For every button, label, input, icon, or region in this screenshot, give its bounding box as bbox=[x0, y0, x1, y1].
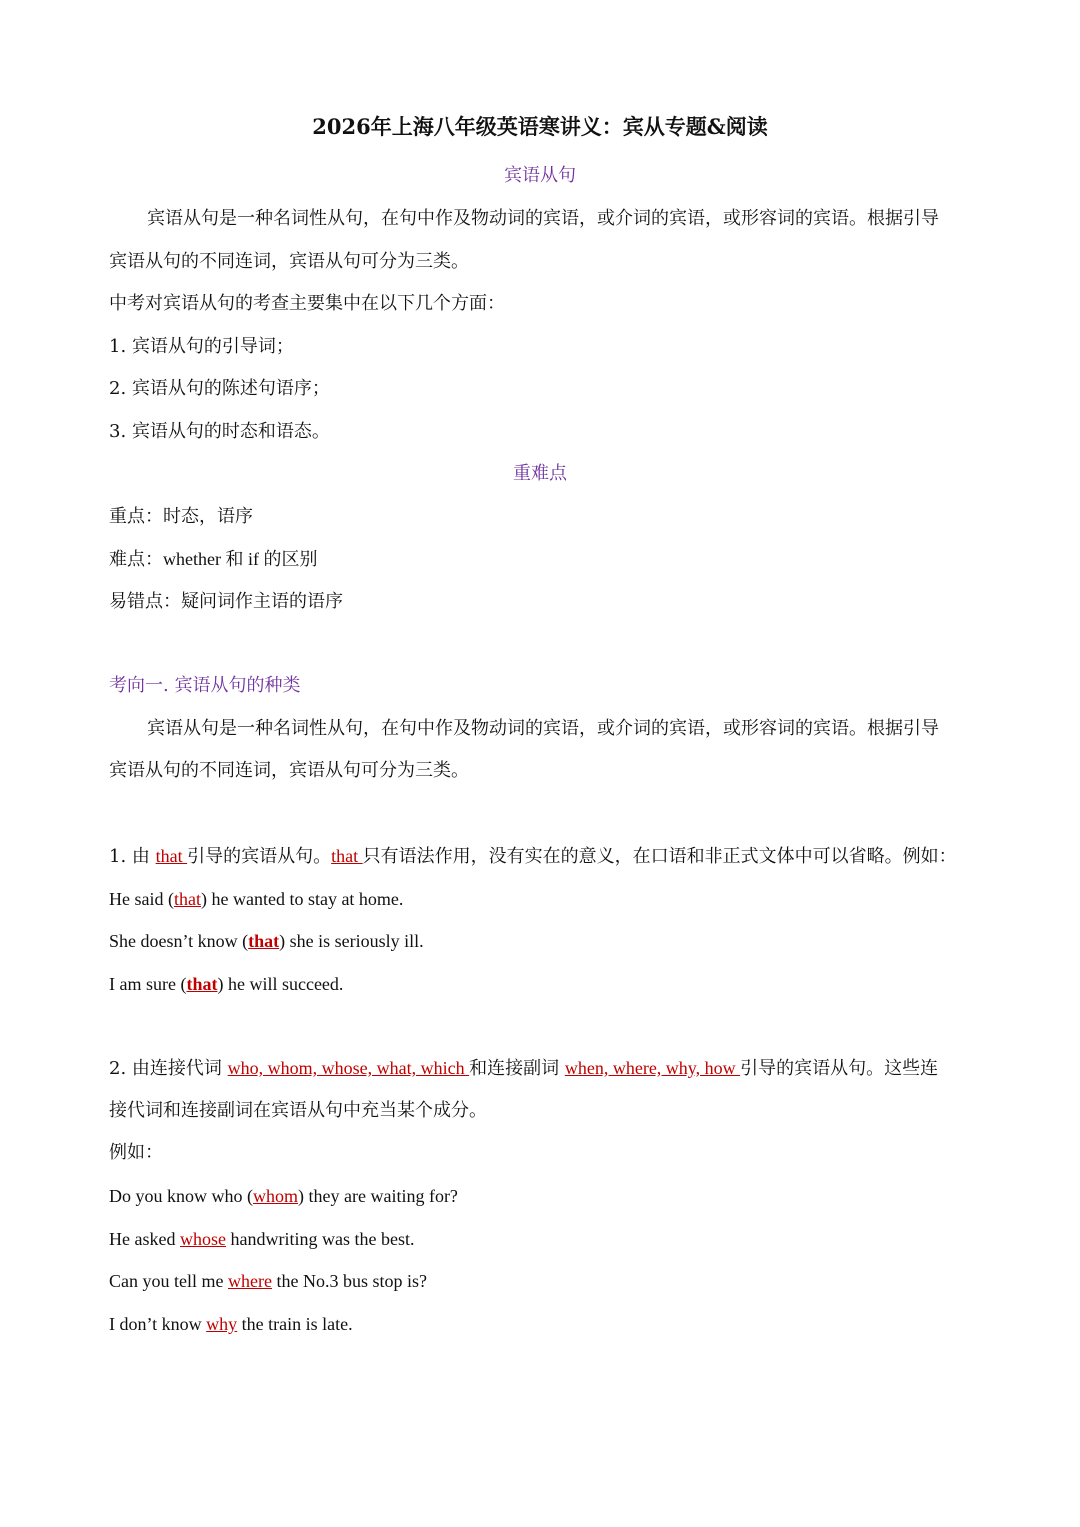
type2-mid: 和连接副词 bbox=[469, 1058, 565, 1079]
intro-line-1: 宾语从句是一种名词性从句，在句中作及物动词的宾语，或介词的宾语，或形容词的宾语。根据引导 bbox=[147, 208, 939, 229]
exam-focus-lead: 中考对宾语从句的考查主要集中在以下几个方面： bbox=[109, 293, 505, 314]
example-text: She doesn’t know ( bbox=[109, 931, 249, 951]
example-text: I don’t know bbox=[109, 1314, 207, 1334]
example-text: He asked bbox=[109, 1229, 180, 1249]
type2-example bbox=[109, 1183, 984, 1209]
key-point-error-prone: 易错点：疑问词作主语的语序 bbox=[109, 591, 343, 612]
example-keyword: where bbox=[227, 1271, 272, 1291]
key-point-difficulty bbox=[109, 546, 984, 573]
type1-rule bbox=[109, 843, 984, 870]
example-text: Do you know who ( bbox=[109, 1186, 253, 1206]
type1-example bbox=[109, 928, 984, 954]
exam-focus-item: 1. 宾语从句的引导词； bbox=[109, 336, 294, 357]
type2-example bbox=[109, 1268, 984, 1294]
topic-line-1: 宾语从句是一种名词性从句，在句中作及物动词的宾语，或介词的宾语，或形容词的宾语。根据引导 bbox=[147, 718, 939, 739]
example-text: the train is late. bbox=[237, 1314, 353, 1334]
example-text: ) he wanted to stay at home. bbox=[200, 889, 404, 909]
type1-example bbox=[109, 971, 984, 997]
difficulty-prefix: 难点： bbox=[109, 549, 163, 570]
section-heading-object-clause: 宾语从句 bbox=[504, 165, 576, 186]
topic-heading: 考向一. 宾语从句的种类 bbox=[109, 675, 301, 696]
example-text: handwriting was the best. bbox=[225, 1229, 415, 1249]
type2-example bbox=[109, 1311, 984, 1337]
type2-rule bbox=[109, 1055, 984, 1082]
type2-keyword: when, where, why, how bbox=[564, 1058, 741, 1078]
type1-prefix: 1. 由 bbox=[109, 846, 156, 867]
type2-example-lead: 例如： bbox=[109, 1142, 163, 1163]
example-text: Can you tell me bbox=[109, 1271, 228, 1291]
example-text: ) she is seriously ill. bbox=[279, 931, 424, 951]
type2-keyword: who, whom, whose, what, which bbox=[227, 1058, 470, 1078]
example-text: He said ( bbox=[109, 889, 174, 909]
example-keyword: that bbox=[173, 889, 201, 909]
example-text: ) he will succeed. bbox=[217, 974, 344, 994]
type2-line-2: 接代词和连接副词在宾语从句中充当某个成分。 bbox=[109, 1100, 487, 1121]
type1-keyword: that bbox=[155, 846, 188, 866]
example-keyword: that bbox=[248, 931, 280, 951]
difficulty-text: whether 和 if 的区别 bbox=[163, 549, 318, 569]
type1-example bbox=[109, 886, 984, 912]
page-title: 2026年上海八年级英语寒讲义：宾从专题&阅读 bbox=[312, 114, 768, 139]
type2-example bbox=[109, 1226, 984, 1252]
type1-suffix: 只有语法作用，没有实在的意义，在口语和非正式文体中可以省略。例如： bbox=[362, 846, 957, 867]
example-keyword: whom bbox=[253, 1186, 298, 1206]
exam-focus-item: 2. 宾语从句的陈述句语序； bbox=[109, 378, 330, 399]
type2-suffix: 引导的宾语从句。这些连 bbox=[740, 1058, 939, 1079]
topic-line-2: 宾语从句的不同连词，宾语从句可分为三类。 bbox=[109, 760, 469, 781]
example-text: I am sure ( bbox=[109, 974, 187, 994]
example-keyword: that bbox=[186, 974, 218, 994]
example-text: ) they are waiting for? bbox=[298, 1186, 458, 1206]
key-point-focus: 重点：时态，语序 bbox=[109, 506, 253, 527]
exam-focus-item: 3. 宾语从句的时态和语态。 bbox=[109, 421, 330, 442]
example-text: the No.3 bus stop is? bbox=[271, 1271, 427, 1291]
example-keyword: whose bbox=[179, 1229, 226, 1249]
type1-mid: 引导的宾语从句。 bbox=[187, 846, 332, 867]
intro-line-2: 宾语从句的不同连词，宾语从句可分为三类。 bbox=[109, 251, 469, 272]
section-heading-key-points: 重难点 bbox=[513, 463, 567, 484]
type2-prefix: 2. 由连接代词 bbox=[109, 1058, 228, 1079]
example-keyword: why bbox=[206, 1314, 238, 1334]
type1-keyword: that bbox=[331, 846, 363, 866]
